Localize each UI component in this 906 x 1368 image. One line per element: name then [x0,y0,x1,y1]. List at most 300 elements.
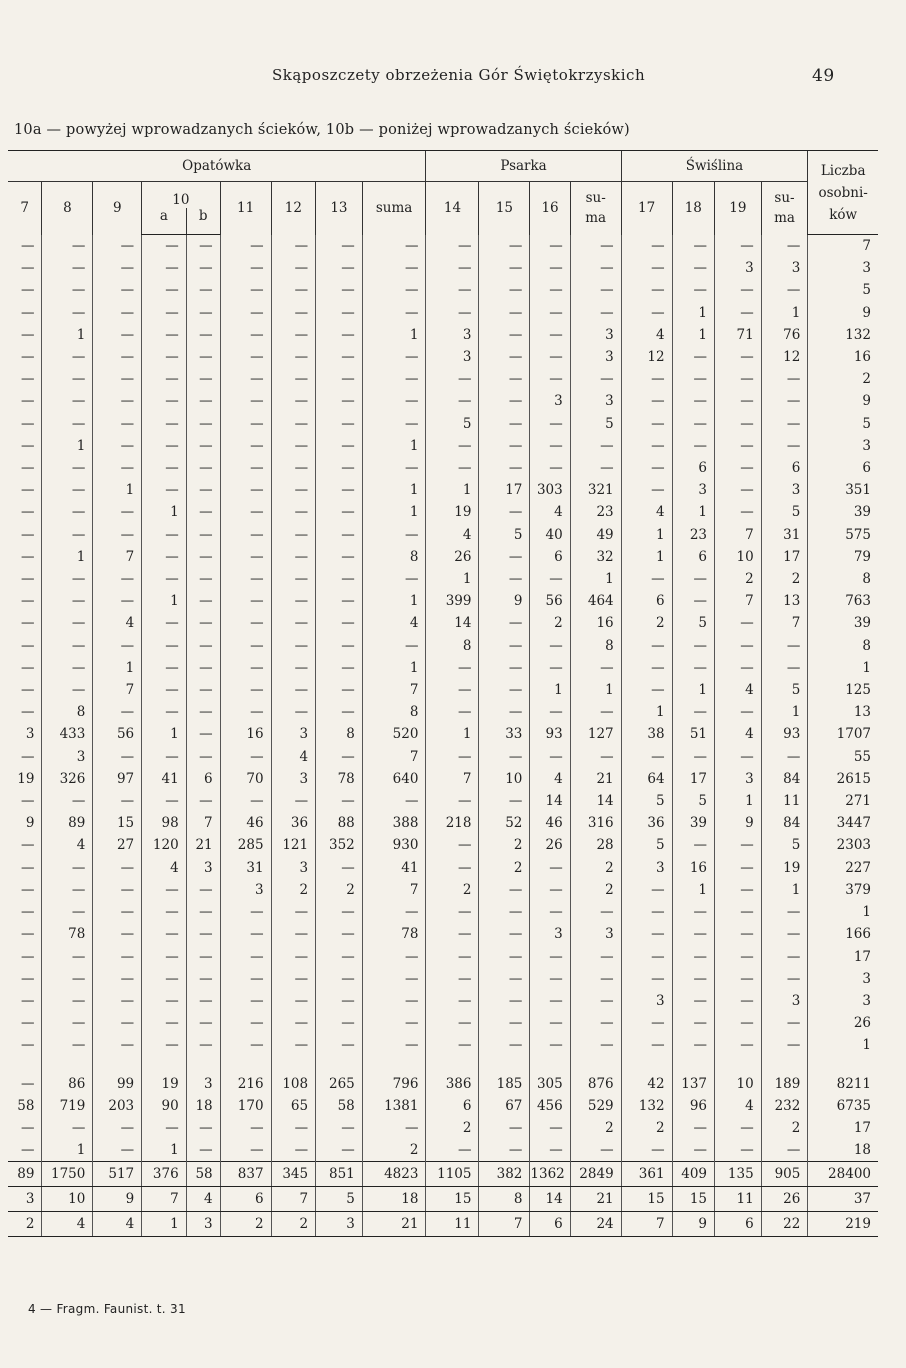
table-cell: 2615 [808,768,878,790]
table-cell: 55 [808,746,878,768]
table-row [8,302,878,324]
header-col-13: 13 [316,182,363,235]
table-cell: — [316,701,363,723]
table-cell: — [93,1034,142,1056]
header-swislina: Świślina [621,151,808,182]
table-cell: 40 [530,524,570,546]
table-cell: — [479,435,530,457]
table-cell: — [93,324,142,346]
table-cell: — [42,590,93,612]
table-cell: 6 [186,768,220,790]
table-cell: — [426,679,479,701]
table-cell: — [186,1139,220,1162]
table-cell: 31 [220,857,271,879]
table-cell: — [316,1139,363,1162]
table-cell: 7 [362,746,426,768]
table-cell: 399 [426,590,479,612]
data-table [8,150,878,1237]
table-cell: 1 [142,723,187,745]
table-cell: 3 [761,990,808,1012]
table-cell: 345 [271,1162,316,1187]
table-cell: 837 [220,1162,271,1187]
table-cell: 6 [761,457,808,479]
table-row [8,968,878,990]
table-cell: 28400 [808,1162,878,1187]
table-cell: 23 [570,501,621,523]
table-cell: — [42,635,93,657]
table-cell: 1381 [362,1095,426,1117]
table-cell: 86 [42,1073,93,1095]
table-cell: — [20,548,35,565]
table-cell: — [20,1015,35,1032]
table-count-row [8,1187,878,1212]
table-row [8,413,878,435]
table-cell: 876 [570,1073,621,1095]
table-cell: 132 [621,1095,672,1117]
table-header [8,151,878,235]
table-cell: 376 [142,1162,187,1187]
table-cell: 93 [761,723,808,745]
table-cell: — [672,1117,714,1139]
table-cell: — [220,612,271,634]
table-cell: 464 [570,590,621,612]
table-cell: 12 [761,346,808,368]
table-cell: — [570,1012,621,1034]
table-cell: 2 [761,568,808,590]
table-cell: — [271,568,316,590]
table-cell: — [20,371,35,388]
table-cell: 1 [93,657,142,679]
table-cell: 78 [362,923,426,945]
table-caption: 10a — powyżej wprowadzanych ścieków, 10b — poniżej wprowadzanych ścieków) [14,122,630,138]
table-cell: — [530,990,570,1012]
table-cell: 2 [621,1117,672,1139]
table-cell: 3 [621,990,672,1012]
table-cell: 7 [271,1187,316,1212]
table-cell: — [42,457,93,479]
table-cell: — [186,723,220,745]
table-cell: — [761,968,808,990]
table-cell: — [271,546,316,568]
table-cell: 1 [570,568,621,590]
table-cell: — [621,679,672,701]
table-cell: — [715,746,762,768]
table-cell: — [479,324,530,346]
table-cell: — [42,1034,93,1056]
table-cell: — [362,302,426,324]
header-col-14: 14 [426,182,479,235]
table-cell: 58 [316,1095,363,1117]
table-cell: — [672,990,714,1012]
table-cell: — [426,657,479,679]
table-cell: — [426,457,479,479]
table-row [8,279,878,301]
table-spacer-cell [570,1057,621,1073]
table-cell: — [42,901,93,923]
table-cell: — [93,1012,142,1034]
table-cell: — [715,701,762,723]
table-cell: — [220,923,271,945]
table-cell: — [271,657,316,679]
table-cell: 10 [715,546,762,568]
table-cell: 21 [186,834,220,856]
table-cell: 851 [316,1162,363,1187]
header-col-16: 16 [530,182,570,235]
table-cell: 56 [530,590,570,612]
table-cell: 2 [8,1212,42,1237]
table-cell: — [20,837,35,854]
table-cell: — [186,1034,220,1056]
table-cell: — [570,457,621,479]
table-cell: — [715,990,762,1012]
table-cell: — [530,946,570,968]
table-cell: 2 [761,1117,808,1139]
table-cell: — [20,970,35,987]
table-cell: — [93,857,142,879]
table-cell: — [220,546,271,568]
table-cell: — [220,901,271,923]
table-cell: 71 [715,324,762,346]
table-cell: 37 [808,1187,878,1212]
table-row [8,857,878,879]
table-cell: — [715,612,762,634]
table-cell: 14 [530,1187,570,1212]
table-cell: 321 [570,479,621,501]
table-cell: — [715,923,762,945]
table-cell: — [20,349,35,366]
table-cell: 6 [530,1212,570,1237]
table-cell: 316 [570,812,621,834]
table-cell: — [142,524,187,546]
table-cell: — [570,746,621,768]
table-row [8,923,878,945]
table-cell: — [479,946,530,968]
table-cell: — [142,479,187,501]
table-cell: 16 [808,346,878,368]
table-cell: — [426,435,479,457]
table-cell: — [672,834,714,856]
table-cell: 89 [42,812,93,834]
table-cell: — [220,413,271,435]
table-cell: — [220,1012,271,1034]
table-cell: — [271,901,316,923]
table-cell: — [672,901,714,923]
table-cell: 96 [672,1095,714,1117]
table-cell: — [761,368,808,390]
table-cell: 125 [808,679,878,701]
table-cell: 520 [362,723,426,745]
table-cell: — [20,637,35,654]
table-cell: — [316,390,363,412]
table-cell: 203 [93,1095,142,1117]
table-cell: — [479,679,530,701]
table-cell: 640 [362,768,426,790]
table-cell: — [672,590,714,612]
table-cell: 39 [808,612,878,634]
table-cell: — [93,1117,142,1139]
table-cell: 379 [808,879,878,901]
table-cell: 382 [479,1162,530,1187]
table-spacer-cell [672,1057,714,1073]
table-cell: — [142,923,187,945]
table-cell: — [20,282,35,299]
table-spacer-cell [186,1057,220,1073]
table-cell: 1 [808,1034,878,1056]
table-cell: — [570,235,621,258]
table-cell: 3 [426,324,479,346]
table-cell: 10 [42,1187,93,1212]
table-cell: — [570,279,621,301]
table-cell: — [271,346,316,368]
table-cell: 218 [426,812,479,834]
table-cell: 1707 [808,723,878,745]
table-cell: 2 [479,857,530,879]
table-cell: 409 [672,1162,714,1187]
table-row [8,901,878,923]
table-cell: — [186,635,220,657]
table-cell: 64 [621,768,672,790]
table-cell: — [142,546,187,568]
table-row [8,657,878,679]
table-cell: — [271,413,316,435]
table-cell: 3 [761,257,808,279]
table-cell: — [316,457,363,479]
table-cell: — [530,368,570,390]
table-cell: 15 [672,1187,714,1212]
table-cell: 6 [672,546,714,568]
table-cell: — [672,413,714,435]
table-cell: — [271,279,316,301]
table-cell: — [93,435,142,457]
header-col-17: 17 [621,182,672,235]
table-cell: — [271,635,316,657]
table-cell: — [186,568,220,590]
table-cell: — [186,790,220,812]
table-cell: — [530,1034,570,1056]
table-cell: — [271,457,316,479]
table-cell: 189 [761,1073,808,1095]
table-cell: 529 [570,1095,621,1117]
table-cell: 1 [621,701,672,723]
table-cell: — [479,635,530,657]
table-cell: — [362,635,426,657]
table-cell: 1 [808,657,878,679]
table-row [8,390,878,412]
table-cell: 3 [570,346,621,368]
table-cell: — [570,302,621,324]
table-cell: — [186,346,220,368]
table-row [8,635,878,657]
table-cell: 7 [621,1212,672,1237]
table-cell: 3 [715,257,762,279]
header-liczba-label: Liczba osobni- ków [818,162,868,223]
table-cell: — [761,279,808,301]
table-cell: 22 [761,1212,808,1237]
table-cell: 8 [316,723,363,745]
table-cell: 1 [362,590,426,612]
table-cell: — [479,568,530,590]
table-cell: — [570,368,621,390]
table-cell: — [142,1034,187,1056]
table-cell: — [20,393,35,410]
header-col-suma-swislina-label: su- ma [774,190,795,227]
table-cell: 79 [808,546,878,568]
table-cell: — [271,257,316,279]
table-cell: 305 [530,1073,570,1095]
table-cell: — [316,279,363,301]
table-cell: — [20,1037,35,1054]
table-cell: — [20,992,35,1009]
table-cell: — [530,857,570,879]
table-cell: — [142,946,187,968]
table-cell: — [42,879,93,901]
table-cell: — [672,368,714,390]
table-cell: 1105 [426,1162,479,1187]
header-col-12: 12 [271,182,316,235]
table-cell: — [186,1012,220,1034]
table-cell: — [715,901,762,923]
table-cell: 1 [93,479,142,501]
table-cell: 4 [271,746,316,768]
table-cell: 3 [761,479,808,501]
table-cell: 14 [530,790,570,812]
table-cell: 2 [426,879,479,901]
table-cell: 796 [362,1073,426,1095]
table-cell: — [715,1139,762,1162]
table-cell: 11 [715,1187,762,1212]
table-cell: — [362,413,426,435]
table-spacer-cell [362,1057,426,1073]
table-cell: — [426,390,479,412]
table-cell: 8 [479,1187,530,1212]
table-cell: 17 [672,768,714,790]
table-cell: 16 [220,723,271,745]
table-cell: — [761,1012,808,1034]
table-cell: 7 [808,235,878,258]
table-cell: — [186,901,220,923]
table-cell: 89 [8,1162,42,1187]
table-cell: 3 [808,435,878,457]
table-cell: — [220,390,271,412]
table-cell: — [479,346,530,368]
table-cell: — [621,435,672,457]
table-cell: 3 [8,1187,42,1212]
table-cell: 8 [808,635,878,657]
table-cell: — [142,235,187,258]
table-cell: 3 [25,726,35,743]
table-cell: 3 [570,923,621,945]
table-cell: — [362,1012,426,1034]
table-cell: — [362,968,426,990]
table-cell: 4 [621,501,672,523]
table-cell: — [271,235,316,258]
table-cell: 1750 [42,1162,93,1187]
table-cell: — [142,1117,187,1139]
table-cell: — [426,857,479,879]
table-cell: — [672,701,714,723]
table-cell: — [530,235,570,258]
table-cell: — [271,990,316,1012]
table-cell: — [426,834,479,856]
table-cell: 26 [426,546,479,568]
table-cell: — [93,1139,142,1162]
table-cell: — [570,968,621,990]
table-cell: — [20,482,35,499]
table-cell: 3 [621,857,672,879]
table-cell: — [479,413,530,435]
table-cell: — [186,390,220,412]
table-cell: — [621,390,672,412]
table-cell: — [20,659,35,676]
table-cell: — [220,679,271,701]
table-cell: — [93,879,142,901]
table-cell: — [20,682,35,699]
table-cell: — [479,1034,530,1056]
table-cell: 9 [25,815,35,832]
table-cell: 170 [220,1095,271,1117]
table-cell: — [142,790,187,812]
table-cell: — [362,790,426,812]
table-cell: — [142,968,187,990]
table-cell: — [316,346,363,368]
table-cell: — [715,435,762,457]
table-cell: 6 [426,1095,479,1117]
table-cell: — [715,1034,762,1056]
table-cell: — [220,257,271,279]
table-cell: — [220,568,271,590]
table-cell: — [426,701,479,723]
header-col-suma-opatowka: suma [362,182,426,235]
table-cell: — [621,457,672,479]
table-cell: — [672,346,714,368]
table-spacer-cell [8,1057,42,1073]
table-cell: — [316,479,363,501]
table-cell: — [271,701,316,723]
table-cell: — [362,568,426,590]
table-cell: — [186,879,220,901]
table-cell: 5 [672,790,714,812]
table-cell: 5 [426,413,479,435]
table-cell: — [186,368,220,390]
table-cell: — [316,1117,363,1139]
table-cell: 4 [715,679,762,701]
table-cell: 2849 [570,1162,621,1187]
table-cell: 76 [761,324,808,346]
table-row [8,590,878,612]
table-cell: — [530,701,570,723]
table-cell: — [20,415,35,432]
table-cell: — [186,990,220,1012]
table-cell: — [93,346,142,368]
table-cell: 46 [220,812,271,834]
table-cell: — [362,346,426,368]
header-col-suma-psarka-label: su- ma [585,190,607,227]
table-cell: — [672,968,714,990]
table-spacer-cell [479,1057,530,1073]
table-spacer-cell [93,1057,142,1073]
table-cell: — [42,946,93,968]
table-row [8,1139,878,1162]
table-spacer-cell [316,1057,363,1073]
table-row [8,1117,878,1139]
table-cell: — [570,1034,621,1056]
table-cell: 18 [186,1095,220,1117]
table-cell: — [672,257,714,279]
table-cell: 1 [362,324,426,346]
table-cell: — [42,568,93,590]
table-sum-row [8,1162,878,1187]
table-cell: 1 [672,679,714,701]
